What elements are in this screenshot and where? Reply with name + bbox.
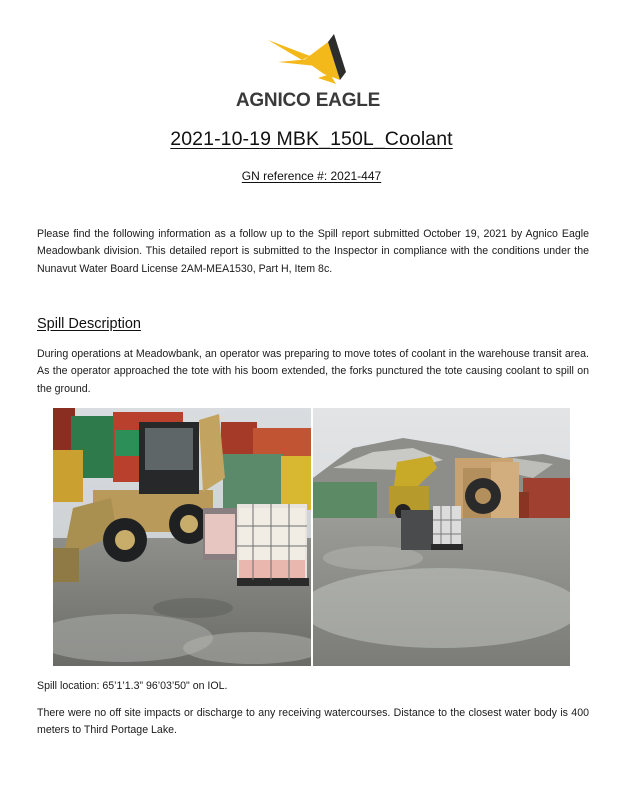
logo-brand-text: AGNICO EAGLE: [235, 90, 381, 111]
transit-area-photo-image: [313, 408, 570, 666]
impacts-paragraph: There were no off site impacts or discharge to any receiving watercourses. Distance to the closest water body is 400 meters to Third Portage Lake.: [37, 707, 589, 737]
spill-description-paragraph: During operations at Meadowbank, an operator was preparing to move totes of coolant in the warehouse transit area. As the operator approached the tote with his boom extended, the forks punctured the tote causing coolant to spill on the ground.: [37, 348, 589, 395]
spill-photo-backhoe: [53, 408, 311, 666]
section-heading-text: Spill Description: [37, 316, 141, 332]
spill-photo-transit-area: [313, 408, 570, 666]
backhoe-photo-image: [53, 408, 311, 666]
eagle-logo-icon: [264, 34, 352, 86]
report-title: [0, 128, 623, 151]
spill-location-paragraph: Spill location: 65’1’1.3” 96’03’50" on IOL.: [37, 680, 228, 692]
gn-reference: [0, 169, 623, 183]
agnico-eagle-logo: [232, 34, 384, 112]
gn-reference-text: GN reference #: 2021-447: [241, 169, 382, 183]
intro-paragraph: Please find the following information as a follow up to the Spill report submitted October 19, 2021 by Agnico Eagle Meadowbank division. This detailed report is submitted to the Inspector in compliance with the conditions under the Nunavut Water Board License 2AM-MEA1530, Part H, Item 8c.: [37, 228, 589, 275]
report-title-text: 2021-10-19 MBK_150L_Coolant: [170, 128, 453, 150]
section-heading: [37, 316, 141, 332]
